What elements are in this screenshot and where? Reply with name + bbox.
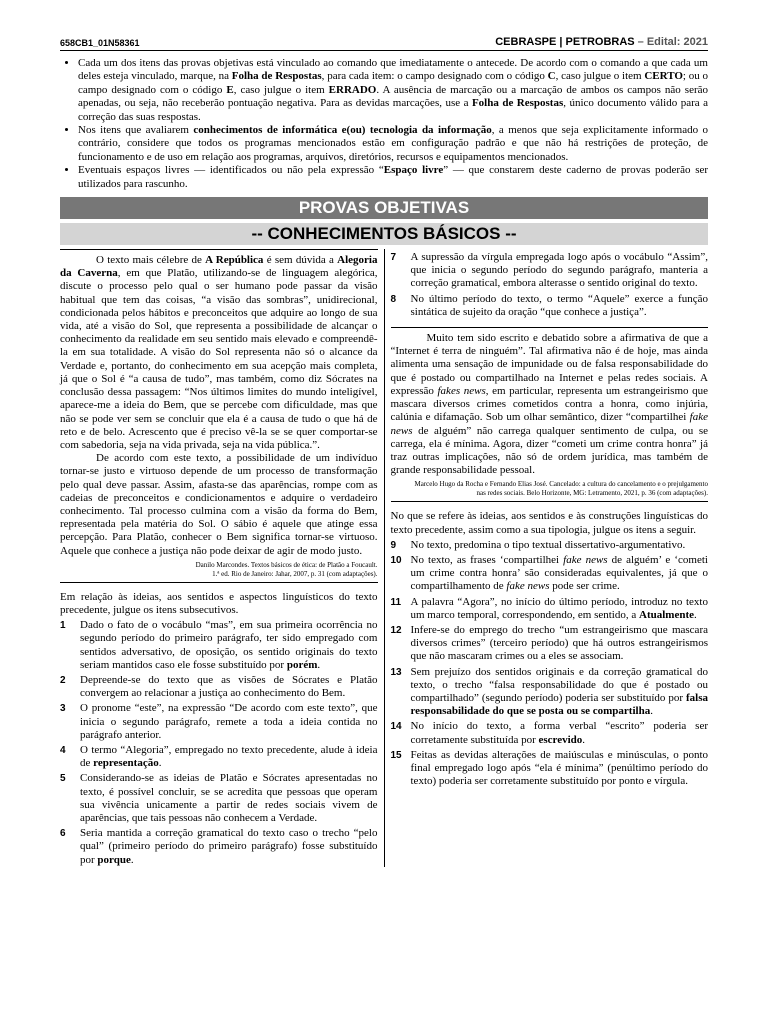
text-source: Danilo Marcondes. Textos básicos de ética: de Platão a Foucault. 1.ª ed. Rio de Janeiro: Jahar, 2007, p. 31 (com adaptações). <box>195 560 378 578</box>
item-text: O pronome “este”, na expressão “De acordo com este texto”, que inicia o segundo parágrafo, remete a toda a ideia contida no parágrafo anterior. <box>80 702 378 741</box>
item-text: No texto, as frases ‘compartilhei fake news de alguém’ e ‘cometi um crime contra honra’ são consideradas equivalentes, já que o compartilhamento de fake news pode ser crime. <box>410 553 708 593</box>
exam-item <box>60 619 378 672</box>
exam-item <box>60 702 378 742</box>
item-number: 3 <box>60 703 66 715</box>
exam-item <box>60 744 378 770</box>
items-list-right-top <box>391 251 709 319</box>
item-number: 13 <box>390 666 402 678</box>
reading-text-2 <box>391 327 709 502</box>
item-number: 9 <box>390 539 397 551</box>
item-number: 12 <box>390 624 402 636</box>
exam-item <box>391 596 709 622</box>
exam-page <box>60 30 708 867</box>
item-number: 8 <box>390 293 397 305</box>
left-column <box>60 249 385 867</box>
exam-item <box>391 251 709 291</box>
exam-item <box>391 749 709 789</box>
exam-item <box>391 539 709 552</box>
exam-item <box>391 666 709 719</box>
item-text: Seria mantida a correção gramatical do texto caso o trecho “pelo qual” (primeiro período do primeiro parágrafo) fosse substituído por porque. <box>80 827 378 866</box>
item-text: Considerando-se as ideias de Platão e Sócrates apresentadas no texto, é possível concluir, se se acredita que pessoas que operam sua vivência unicamente a partir de redes sociais vivem de aparências, que tais pessoas não conhecem a Verdade. <box>80 772 378 824</box>
instruction-item: • Eventuais espaços livres — identificados ou não pela expressão “Espaço livre” — que constarem deste caderno de provas poderão ser utilizados para rascunho. <box>78 164 708 191</box>
right-column <box>385 249 709 867</box>
header-org: CEBRASPE | PETROBRAS <box>495 36 635 48</box>
exam-item <box>391 554 709 594</box>
item-number: 7 <box>390 252 397 264</box>
exam-item <box>391 624 709 664</box>
item-text: Sem prejuízo dos sentidos originais e da correção gramatical do texto, o trecho “falsa responsabilidade do que é postado ou compartilhado” (segundo período) poderia ser substituído por falsa responsabilidade do que se posta ou se compartilha. <box>410 665 708 718</box>
item-number: 4 <box>60 744 66 756</box>
exam-item <box>391 720 709 746</box>
instruction-item: • Nos itens que avaliarem conhecimentos de informática e(ou) tecnologia da informação, a menos que seja explicitamente informado o contrário, considere que todos os programas mencionados estão em configuração padrão e que não há restrições de proteção, de funcionamento e de uso em relação aos programas, arquivos, diretórios, recursos e equipamentos mencionados. <box>78 124 708 164</box>
paragraph: Muito tem sido escrito e debatido sobre a afirmativa de que a “Internet é terra de ninguém”. Tal afirmativa não é de hoje, mas ainda alimenta uma sensação de impunidade ou de falsa responsabilidade do que é postado ou compartilhado na Internet e pelas redes sociais. A expressão fakes news, em particular, representa um estrangeirismo que mascara diversos crimes cometidos contra a honra, como injúria, calúnia e difamação. Sob um olhar semântico, dizer “compartilhei fake news de alguém” não carrega qualquer sentimento de culpa, ou se carrega, ela é mínima. Agora, dizer “cometi um crime contra honra” já traz outras implicações, não só de ordem jurídica, mas também de grande responsabilidade pessoal. <box>390 332 709 477</box>
section-subbanner: -- CONHECIMENTOS BÁSICOS -- <box>60 223 708 245</box>
text-source: Marcelo Hugo da Rocha e Fernando Elias José. Cancelado: a cultura do cancelamento e o prejulgamento nas redes sociais. Belo Horizonte, MG: Letramento, 2021, p. 36 (com adaptações). <box>414 480 708 498</box>
item-number: 11 <box>390 596 402 608</box>
header-edital: – Edital: 2021 <box>637 36 708 48</box>
item-text: No último período do texto, o termo “Aquele” exerce a função sintática de sujeito da oração “que conhece a justiça”. <box>410 292 708 318</box>
items-list-left <box>60 619 378 867</box>
two-column-body <box>60 249 708 867</box>
item-text: Infere-se do emprego do trecho “um estrangeirismo que mascara diversos crimes” (terceiro período) que há outros estrangeirismos que não mascaram crimes ou a eles se associam. <box>410 623 708 663</box>
exam-item <box>60 772 378 825</box>
item-text: O termo “Alegoria”, empregado no texto precedente, alude à ideia de representação. <box>80 743 378 770</box>
item-number: 5 <box>60 773 66 785</box>
exam-header <box>495 36 708 48</box>
items-intro: Em relação às ideias, aos sentidos e aspectos linguísticos do texto precedente, julgue os itens subsecutivos. <box>60 590 378 616</box>
exam-item <box>391 293 709 319</box>
item-text: Depreende-se do texto que as visões de Sócrates e Platão convergem ao relacionar a justiça ao conhecimento do Bem. <box>80 673 378 700</box>
item-number: 10 <box>390 554 402 566</box>
exam-item <box>60 674 378 700</box>
item-number: 6 <box>60 828 66 840</box>
item-number: 2 <box>60 674 66 686</box>
item-number: 14 <box>390 721 402 733</box>
instructions-list <box>60 57 708 191</box>
items-intro: No que se refere às ideias, aos sentidos e às construções linguísticas do texto precedente, assim como a sua tipologia, julgue os itens a seguir. <box>390 510 708 536</box>
item-text: No texto, predomina o tipo textual dissertativo-argumentativo. <box>410 538 686 551</box>
item-number: 1 <box>60 620 66 632</box>
paragraph: O texto mais célebre de A República é sem dúvida a Alegoria da Caverna, em que Platão, utilizando-se de linguagem alegórica, discute o processo pelo qual o ser humano pode passar da visão habitual que tem das coisas, “a visão das sombras”, unidirecional, condicionada pelos hábitos e preconceitos que adquire ao longo de sua vida, até a visão do Sol, que representa a possibilidade de alcançar o conhecimento da realidade em seu sentido mais elevado e compreendê-la em sua totalidade. A visão do Sol representa não só o alcance da Verdade e, portanto, do conhecimento em sua acepção mais completa, já que o Sol é “a causa de tudo”, mas também, como diz Sócrates na conclusão dessa passagem: “Nos últimos limites do mundo inteligível, aparece-me a ideia do Bem, que se percebe com dificuldade, mas que não se pode ver sem se concluir que ela é a causa de tudo o que há de reto e de belo. Acrescento que é preciso vê-la se se quer comportar-se com sabedoria, seja na vida privada, seja na vida pública.”. <box>60 254 378 451</box>
reading-text-1 <box>60 249 378 583</box>
item-text: Dado o fato de o vocábulo “mas”, em sua primeira ocorrência no segundo período do primeiro parágrafo, ter sido empregado com sentidos adversativo, de oposição, os sentido originais do texto seriam mantidos caso ele fosse substituído por porém. <box>80 619 378 671</box>
page-header <box>60 30 708 51</box>
exam-item <box>60 827 378 867</box>
item-text: No início do texto, a forma verbal “escrito” poderia ser corretamente substituída por escrevido. <box>410 720 708 746</box>
item-text: Feitas as devidas alterações de maiúsculas e minúsculas, o ponto final empregado logo após “ela é mínima” (penúltimo período do texto) poderia ser corretamente substituído por ponto e vírgula. <box>410 748 708 788</box>
item-text: A palavra “Agora”, no início do último período, introduz no texto um marco temporal, correspondendo, em sentido, a Atualmente. <box>410 595 708 621</box>
item-number: 15 <box>390 749 402 761</box>
section-banner: PROVAS OBJETIVAS <box>60 197 708 219</box>
booklet-code: 658CB1_01N58361 <box>60 38 140 48</box>
paragraph: De acordo com este texto, a possibilidade de um indivíduo tornar-se justo e virtuoso depende de um processo de transformação pelo qual deve passar. Assim, afasta-se das aparências, rompe com as cadeias de preconceitos e condicionamentos e adquire o verdadeiro conhecimento. Tal processo culmina com a visão da forma do Bem, representada pela matéria do Sol. O sábio é aquele que atinge essa percepção. Para Platão, conhecer o Bem significa tornar-se virtuoso. Aquele que conhece a justiça não pode deixar de agir de modo justo. <box>60 452 378 557</box>
items-list-right <box>391 539 709 789</box>
instruction-item: • Cada um dos itens das provas objetivas está vinculado ao comando que imediatamente o antecede. De acordo com o comando a que cada um deles esteja vinculado, marque, na Folha de Respostas, para cada item: o campo designado com o código C, caso julgue o item CERTO; ou o campo designado com o código E, caso julgue o item ERRADO. A ausência de marcação ou a marcação de ambos os campos não serão apenadas, ou seja, não receberão pontuação negativa. Para as devidas marcações, use a Folha de Respostas, único documento válido para a correção das suas respostas. <box>78 57 708 124</box>
item-text: A supressão da vírgula empregada logo após o vocábulo “Assim”, que inicia o segundo período do segundo parágrafo, manteria a correção gramatical, embora alterasse o sentido original do texto. <box>410 251 708 290</box>
